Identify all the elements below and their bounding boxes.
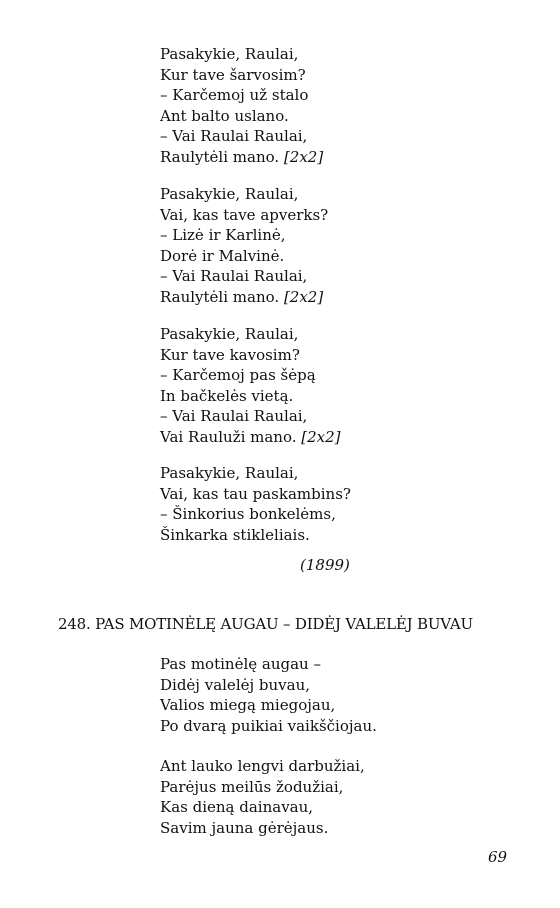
stanza-6 — [160, 756, 365, 838]
verse-line — [160, 287, 328, 308]
verse-line: Parėjus meilūs žodužiai, — [160, 777, 344, 796]
verse-line: – Karčemoj už stalo — [160, 86, 309, 104]
verse-text: Raulytėli mano. — [160, 287, 280, 306]
song-date: (1899) — [300, 556, 350, 574]
verse-line: Didėj valelėj buvau, — [160, 675, 311, 694]
verse-line: Pasakykie, Raulai, — [160, 45, 299, 63]
verse-line: Vai, kas tave apverks? — [160, 205, 329, 224]
verse-line: Pasakykie, Raulai, — [160, 185, 299, 203]
repeat-mark: [2x2] — [283, 147, 324, 166]
verse-line: Po dvarą puikiai vaikščiojau. — [160, 716, 377, 735]
stanza-1 — [160, 44, 323, 167]
repeat-mark: [2x2] — [283, 287, 324, 306]
page-number: 69 — [488, 848, 508, 866]
verse-text: Raulytėli mano. — [160, 147, 280, 166]
verse-line: – Vai Raulai Raulai, — [160, 127, 308, 145]
verse-line: Valios miegą miegojau, — [160, 696, 336, 714]
repeat-mark: [2x2] — [301, 427, 341, 446]
verse-line: – Vai Raulai Raulai, — [160, 407, 308, 425]
verse-line: – Lizė ir Karlinė, — [160, 226, 286, 244]
verse-line: – Šinkorius bonkelėms, — [160, 505, 336, 523]
verse-line: – Vai Raulai Raulai, — [160, 267, 308, 285]
verse-text: Vai Rauluži mano. — [160, 427, 297, 446]
verse-line: Šinkarka stikleliais. — [160, 525, 310, 544]
verse-line: Vai, kas tau paskambins? — [160, 484, 351, 503]
verse-line: Savim jauna gėrėjaus. — [160, 818, 329, 837]
verse-line: Pasakykie, Raulai, — [160, 325, 299, 343]
verse-line: Kur tave kavosim? — [160, 345, 300, 364]
verse-line: Ant lauko lengvi darbužiai, — [160, 757, 365, 775]
stanza-2 — [160, 184, 328, 307]
verse-line: Ant balto uslano. — [160, 106, 289, 125]
stanza-5 — [160, 654, 377, 736]
verse-line — [160, 427, 341, 448]
verse-line: Kur tave šarvosim? — [160, 65, 306, 84]
song-title: 248. PAS MOTINĖLĘ AUGAU – DIDĖJ VALELĖJ BUVAU — [58, 615, 473, 633]
verse-line: In bačkelės vietą. — [160, 386, 294, 405]
verse-line: Dorė ir Malvinė. — [160, 246, 285, 265]
stanza-3 — [160, 324, 341, 447]
verse-line — [160, 147, 323, 168]
stanza-4 — [160, 463, 351, 545]
verse-line: Pasakykie, Raulai, — [160, 464, 299, 482]
verse-line: Pas motinėlę augau – — [160, 655, 321, 673]
verse-line: – Karčemoj pas šėpą — [160, 366, 316, 384]
verse-line: Kas dieną dainavau, — [160, 798, 314, 816]
